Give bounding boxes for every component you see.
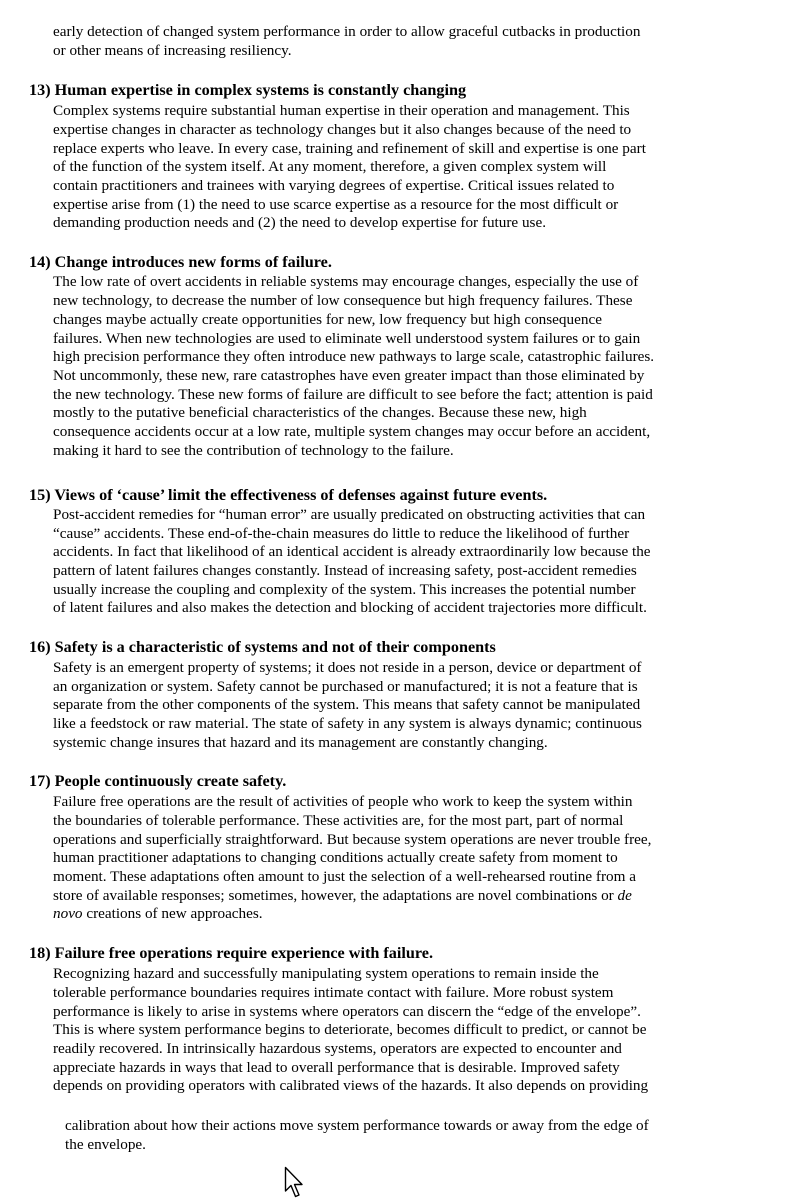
- section-heading: 18) Failure free operations require experience with failure.: [29, 944, 434, 962]
- paragraph-line: of latent failures and also makes the detection and blocking of accident trajectories more difficult.: [53, 599, 647, 616]
- paragraph-line: Post-accident remedies for “human error” are usually predicated on obstructing activities that can: [53, 506, 646, 523]
- paragraph-line: of the function of the system itself. At any moment, therefore, a given complex system will: [53, 158, 607, 175]
- paragraph-line: tolerable performance boundaries requires intimate contact with failure. More robust system: [53, 984, 614, 1001]
- paragraph-line: appreciate hazards in ways that lead to overall performance that is desirable. Improved safety: [53, 1059, 620, 1076]
- paragraph-line: Failure free operations are the result of activities of people who work to keep the system within: [53, 793, 633, 810]
- paragraph-line: Not uncommonly, these new, rare catastrophes have even greater impact than those eliminated by: [53, 367, 645, 384]
- paragraph-text: creations of new approaches.: [82, 905, 263, 922]
- section-heading: 15) Views of ‘cause’ limit the effectiveness of defenses against future events.: [29, 486, 548, 504]
- paragraph-line: Recognizing hazard and successfully manipulating system operations to remain inside the: [53, 965, 599, 982]
- paragraph-line: an organization or system. Safety cannot be purchased or manufactured; it is not a feature that is: [53, 678, 638, 695]
- paragraph-line: the new technology. These new forms of failure are difficult to see before the fact; attention is paid: [53, 386, 653, 403]
- section-heading: 13) Human expertise in complex systems is constantly changing: [29, 81, 467, 99]
- section-heading: 14) Change introduces new forms of failure.: [29, 253, 332, 271]
- paragraph-line: human practitioner adaptations to changing conditions actually create safety from moment to: [53, 849, 618, 866]
- paragraph-line: failures. When new technologies are used to eliminate well understood system failures or to gain: [53, 330, 641, 347]
- paragraph-line: systemic change insures that hazard and its management are constantly changing.: [53, 734, 548, 751]
- paragraph-text: store of available responses; sometimes, however, the adaptations are novel combinations or: [53, 887, 618, 904]
- paragraph-line: expertise arise from (1) the need to use scarce expertise as a resource for the most difficult or: [53, 196, 619, 213]
- paragraph-line: [53, 904, 263, 923]
- paragraph-line: new technology, to decrease the number of low consequence but high frequency failures. These: [53, 292, 633, 309]
- intro-line: or other means of increasing resiliency.: [53, 42, 292, 59]
- section-heading: 17) People continuously create safety.: [29, 772, 287, 790]
- mouse-pointer-icon: [284, 1166, 304, 1200]
- paragraph-line: usually increase the coupling and complexity of the system. This increases the potential number: [53, 581, 636, 598]
- paragraph-line: the envelope.: [65, 1136, 146, 1153]
- paragraph-line: Safety is an emergent property of systems; it does not reside in a person, device or department of: [53, 659, 642, 676]
- paragraph-line: expertise changes in character as technology changes but it also changes because of the need to: [53, 121, 632, 138]
- italic-text: de: [617, 887, 632, 904]
- paragraph-line: making it hard to see the contribution of technology to the failure.: [53, 442, 454, 459]
- intro-line: early detection of changed system performance in order to allow graceful cutbacks in production: [53, 23, 641, 40]
- paragraph-line: like a feedstock or raw material. The state of safety in any system is always dynamic; continuous: [53, 715, 642, 732]
- paragraph-line: Complex systems require substantial human expertise in their operation and management. This: [53, 102, 630, 119]
- paragraph-line: performance is likely to arise in systems where operators can discern the “edge of the envelope”.: [53, 1003, 641, 1020]
- paragraph-line: accidents. In fact that likelihood of an identical accident is already extraordinarily low because the: [53, 543, 651, 560]
- paragraph-line: pattern of latent failures changes constantly. Instead of increasing safety, post-accident remedies: [53, 562, 637, 579]
- paragraph-line: [53, 886, 632, 905]
- section-heading: 16) Safety is a characteristic of systems and not of their components: [29, 638, 496, 656]
- paragraph-line: operations and superficially straightforward. But because system operations are never trouble free,: [53, 831, 652, 848]
- paragraph-line: calibration about how their actions move system performance towards or away from the edge of: [65, 1117, 649, 1134]
- paragraph-line: high precision performance they often introduce new pathways to large scale, catastrophic failures.: [53, 348, 655, 365]
- paragraph-line: consequence accidents occur at a low rate, multiple system changes may occur before an accident,: [53, 423, 651, 440]
- paragraph-line: mostly to the putative beneficial characteristics of the changes. Because these new, high: [53, 404, 587, 421]
- paragraph-line: replace experts who leave. In every case, training and refinement of skill and expertise is one part: [53, 140, 646, 157]
- paragraph-line: contain practitioners and trainees with varying degrees of expertise. Critical issues related to: [53, 177, 615, 194]
- paragraph-line: readily recovered. In intrinsically hazardous systems, operators are expected to encounter and: [53, 1040, 622, 1057]
- paragraph-line: changes maybe actually create opportunities for new, low frequency but high consequence: [53, 311, 602, 328]
- paragraph-line: demanding production needs and (2) the need to develop expertise for future use.: [53, 214, 547, 231]
- paragraph-line: “cause” accidents. These end-of-the-chain measures do little to reduce the likelihood of further: [53, 525, 630, 542]
- italic-text: novo: [53, 905, 83, 922]
- paragraph-line: the boundaries of tolerable performance. These activities are, for the most part, part of normal: [53, 812, 624, 829]
- paragraph-line: The low rate of overt accidents in reliable systems may encourage changes, especially the use of: [53, 273, 639, 290]
- paragraph-line: moment. These adaptations often amount to just the selection of a well-rehearsed routine from a: [53, 868, 636, 885]
- paragraph-line: depends on providing operators with calibrated views of the hazards. It also depends on providing: [53, 1077, 649, 1094]
- paragraph-line: This is where system performance begins to deteriorate, becomes difficult to predict, or cannot be: [53, 1021, 647, 1038]
- paragraph-line: separate from the other components of the system. This means that safety cannot be manipulated: [53, 696, 641, 713]
